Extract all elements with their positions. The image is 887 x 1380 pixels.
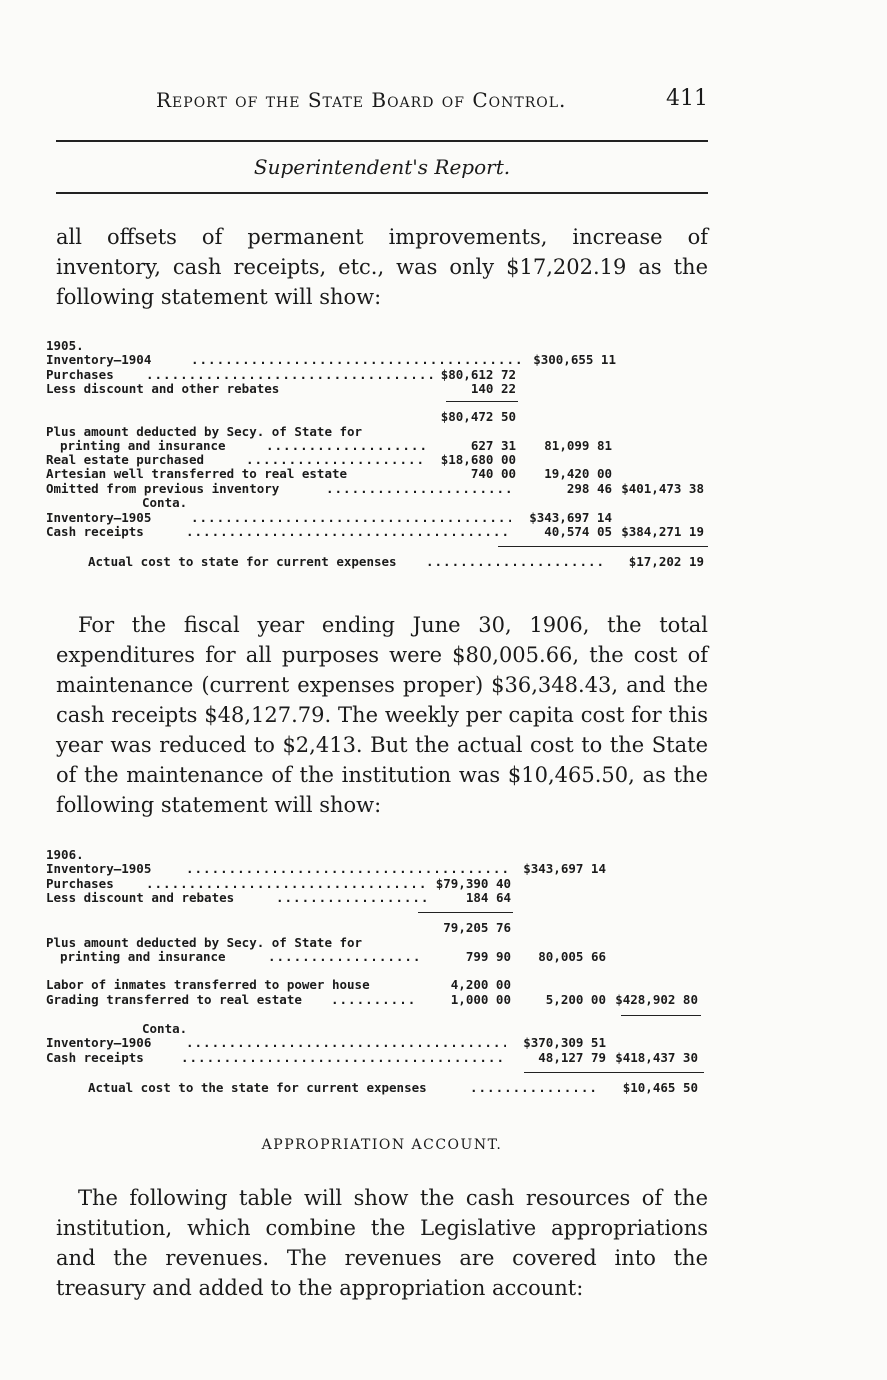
table-row: Plus amount deducted by Secy. of State for xyxy=(46,935,363,950)
leader-dots xyxy=(268,949,418,964)
leader-dots xyxy=(191,510,511,525)
subtotal-rule xyxy=(446,401,518,402)
running-header xyxy=(56,86,708,118)
table-row: Cash receipts ..... 40,574 05 $384,271 19 xyxy=(46,524,716,539)
leader-dots xyxy=(186,524,511,539)
table-row: Inventory—1905 ..... $343,697 14 xyxy=(46,510,716,525)
section-heading: APPROPRIATION ACCOUNT. xyxy=(261,1137,503,1153)
leader-dots xyxy=(186,1035,506,1050)
leader-dots xyxy=(266,438,426,453)
table-row: $80,472 50 xyxy=(440,409,516,424)
leader-dots xyxy=(146,876,426,891)
leader-dots xyxy=(146,367,436,382)
total-rule xyxy=(498,546,708,547)
table-row: Plus amount deducted by Secy. of State for xyxy=(46,424,363,439)
table-row: Inventory—1904 ..... $300,655 11 xyxy=(46,352,716,367)
table-row: 1906. xyxy=(46,847,84,862)
section-subtitle: Superintendent's Report. xyxy=(253,155,511,179)
leader-dots xyxy=(326,481,516,496)
paragraph-intro: all offsets of permanent improvements, increase of inventory, cash receipts, etc., was only $17,202.19 as the following statement will show: xyxy=(56,225,708,309)
table-row: Conta. xyxy=(142,1021,188,1036)
leader-dots xyxy=(246,452,426,467)
running-title: Report of the State Board of Control. xyxy=(156,88,567,112)
leader-dots xyxy=(186,861,511,876)
table-row: Labor of inmates transferred to power house 4,200 00 xyxy=(46,977,511,992)
header-rule-bottom xyxy=(56,192,708,194)
subtotal-rule xyxy=(418,912,513,913)
paragraph-fiscal-1906: For the fiscal year ending June 30, 1906, the total expenditures for all purposes were $80,005.66, the cost of maintenance (current expenses proper) $36,348.43, and the cash receipts $48,127.79. The weekly per capita cost for this year was reduced to $2,413. But the actual cost to the State of the maintenance of the institution was $10,465.50, as the following statement will show: xyxy=(56,613,708,817)
table-row: 1905. xyxy=(46,338,84,353)
table-row: Real estate purchased ..... $18,680 00 xyxy=(46,452,716,467)
table-row: Purchases ..... $80,612 72 xyxy=(46,367,716,382)
table-row: Omitted from previous inventory ..... 298 46 $401,473 38 xyxy=(46,481,716,496)
table-row: Less discount and rebates ..... 184 64 xyxy=(46,890,716,905)
paragraph-appropriation: The following table will show the cash resources of the institution, which combine the Legislative appropriations and the revenues. The revenues are covered into the treasury and added to the appropriation account: xyxy=(56,1186,708,1300)
leader-dots xyxy=(276,890,426,905)
total-rule xyxy=(524,1072,704,1073)
table-row: printing and insurance ..... 799 90 80,005 66 xyxy=(46,949,716,964)
leader-dots xyxy=(181,1050,506,1065)
table-row: Purchases ..... $79,390 40 xyxy=(46,876,716,891)
statement-table-1906 xyxy=(46,847,716,1097)
header-rule-top xyxy=(56,140,708,142)
table-row: printing and insurance ..... 627 31 81,099 81 xyxy=(46,438,716,453)
table-row: Actual cost to the state for current expenses ..... $10,465 50 xyxy=(46,1080,716,1095)
leader-dots xyxy=(331,992,416,1007)
leader-dots xyxy=(470,1080,600,1095)
table-row: Cash receipts ..... 48,127 79 $418,437 30 xyxy=(46,1050,716,1065)
subtotal-rule xyxy=(621,1015,701,1016)
table-row: Less discount and other rebates 140 22 xyxy=(46,381,516,396)
table-row: Conta. xyxy=(142,495,188,510)
leader-dots xyxy=(426,554,606,569)
statement-table-1905 xyxy=(46,338,716,573)
table-row: Inventory—1906 ..... $370,309 51 xyxy=(46,1035,716,1050)
table-row: Actual cost to state for current expenses ..... $17,202 19 xyxy=(46,554,716,569)
table-row: Grading transferred to real estate ..... 1,000 00 5,200 00 $428,902 80 xyxy=(46,992,716,1007)
table-row: Inventory—1905 ..... $343,697 14 xyxy=(46,861,716,876)
page-number: 411 xyxy=(666,86,708,111)
table-row: Artesian well transferred to real estate 740 00 19,420 00 xyxy=(46,466,612,481)
table-row: 79,205 76 xyxy=(443,920,511,935)
leader-dots xyxy=(191,352,521,367)
